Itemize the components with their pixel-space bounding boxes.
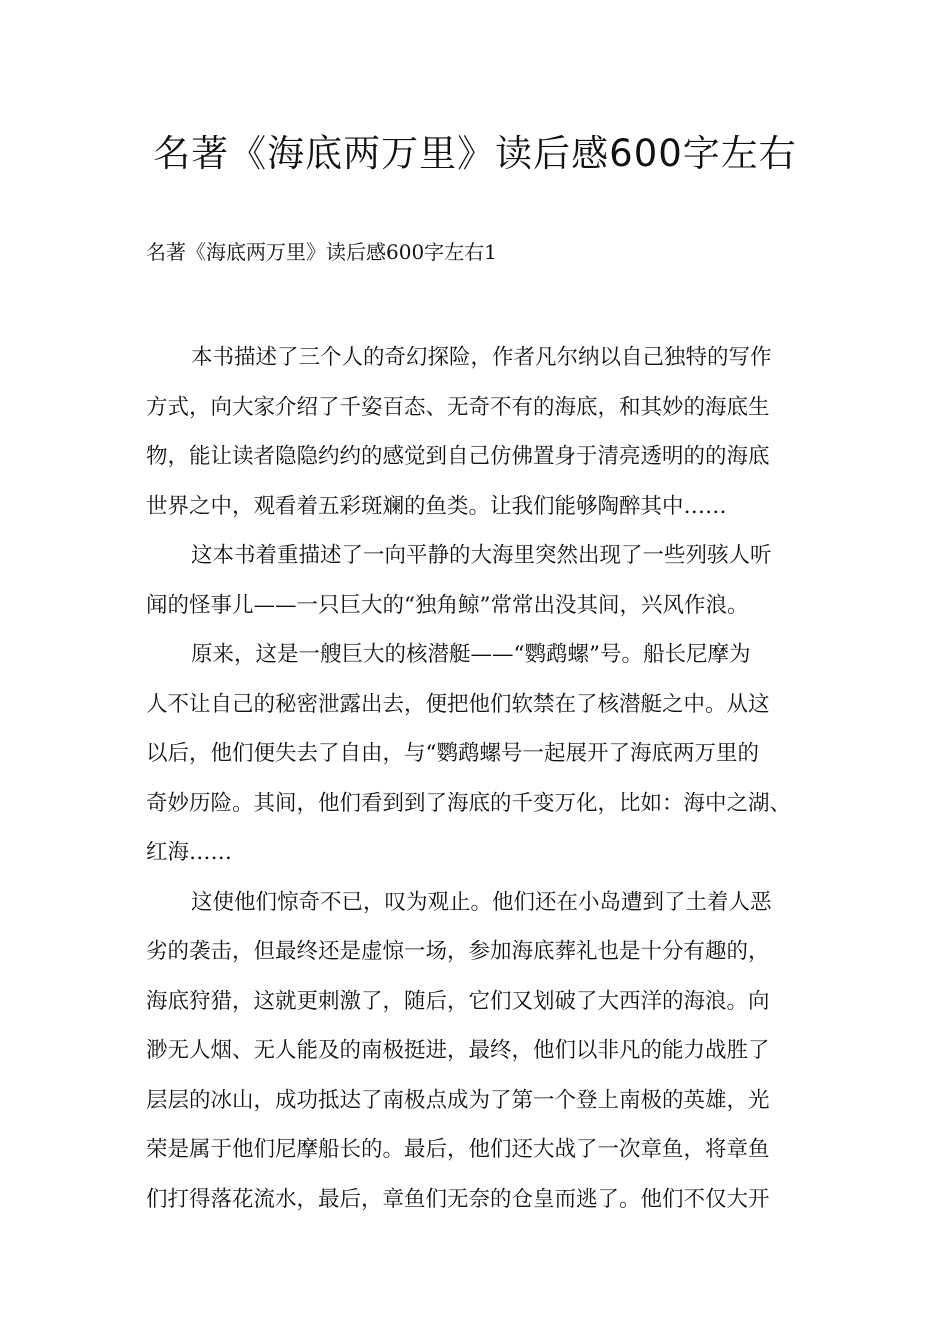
paragraph-3-line-2: 人不让自己的秘密泄露出去，便把他们软禁在了核潜艇之中。从这 <box>146 691 770 717</box>
paragraph-4-line-7: 们打得落花流水，最后，章鱼们无奈的仓皇而逃了。他们不仅大开 <box>146 1186 770 1212</box>
paragraph-4-line-1: 这使他们惊奇不已，叹为观止。他们还在小岛遭到了土着人恶 <box>191 889 772 915</box>
paragraph-2-line-2: 闻的怪事儿——一只巨大的“独角鲸”常常出没其间，兴风作浪。 <box>146 592 749 618</box>
paragraph-2-line-1: 这本书着重描述了一向平静的大海里突然出现了一些列骇人听 <box>191 543 772 568</box>
paragraph-4-line-6: 荣是属于他们尼摩船长的。最后，他们还大战了一次章鱼，将章鱼 <box>146 1137 770 1162</box>
paragraph-4-line-5: 层层的冰山，成功抵达了南极点成为了第一个登上南极的英雄，光 <box>146 1087 770 1113</box>
paragraph-4-line-3: 海底狩猎，这就更刺激了，随后，它们又划破了大西洋的海浪。向 <box>146 988 770 1014</box>
paragraph-1-line-1: 本书描述了三个人的奇幻探险，作者凡尔纳以自己独特的写作 <box>191 345 772 370</box>
paragraph-3-line-1: 原来，这是一艘巨大的核潜艇——“鹦鹉螺”号。船长尼摩为 <box>191 642 751 667</box>
paragraph-4-line-2: 劣的袭击，但最终还是虚惊一场，参加海底葬礼也是十分有趣的， <box>146 939 770 964</box>
paragraph-3-line-5: 红海…… <box>146 840 233 865</box>
paragraph-1-line-3: 物，能让读者隐隐约约的感觉到自己仿佛置身于清亮透明的的海底 <box>146 444 770 469</box>
document-title: 名著《海底两万里》读后感600字左右 <box>153 132 797 175</box>
paragraph-4-line-4: 渺无人烟、无人能及的南极挺进，最终，他们以非凡的能力战胜了 <box>146 1038 770 1063</box>
body-text <box>146 333 806 1224</box>
paragraph-1-line-4: 世界之中，观看着五彩斑斓的鱼类。让我们能够陶醉其中…… <box>146 493 727 519</box>
section-subheading: 名著《海底两万里》读后感600字左右1 <box>146 240 497 264</box>
paragraph-3-line-3: 以后，他们便失去了自由，与“鹦鹉螺号一起展开了海底两万里的 <box>146 741 759 766</box>
paragraph-3-line-4: 奇妙历险。其间，他们看到到了海底的千变万化，比如：海中之湖、 <box>146 790 792 816</box>
paragraph-1-line-2: 方式，向大家介绍了千姿百态、无奇不有的海底，和其妙的海底生 <box>146 394 770 420</box>
